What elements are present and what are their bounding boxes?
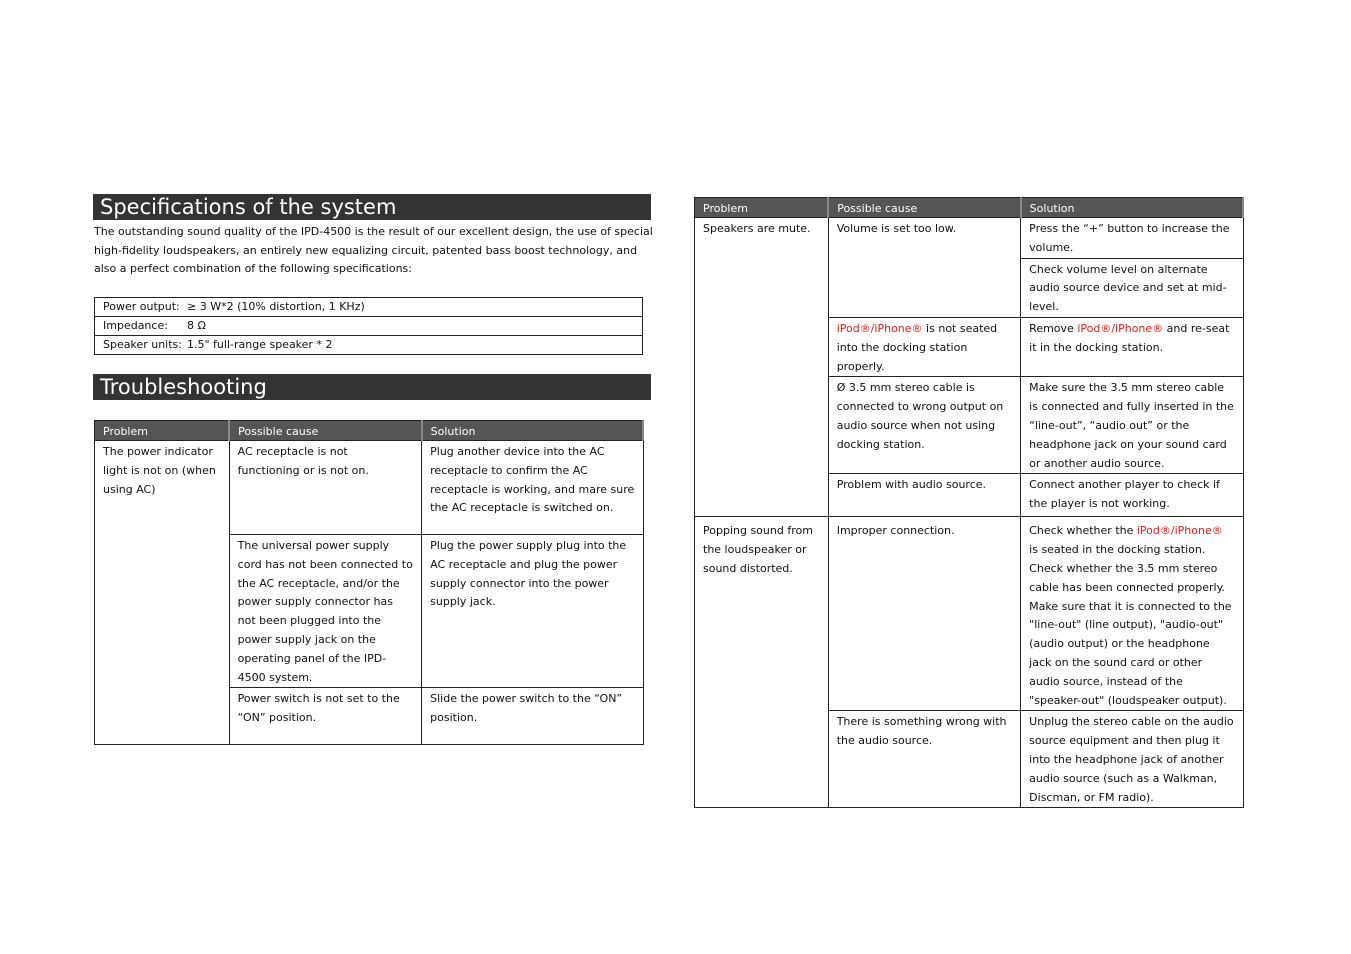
spec-row <box>95 298 643 317</box>
solution-text: and re-seat it in the docking station. <box>1029 321 1230 354</box>
problem-cell: The power indicator light is not on (when using AC) <box>95 441 230 745</box>
cause-cell: Improper connection. <box>828 517 1020 711</box>
troubleshooting-table-2 <box>694 197 1244 808</box>
header-cause: Possible cause <box>229 421 421 441</box>
header-cause: Possible cause <box>828 198 1020 218</box>
solution-cell: Slide the power switch to the “ON” position. <box>422 688 643 745</box>
table-row <box>95 441 644 535</box>
spec-intro-text: The outstanding sound quality of the IPD-4500 is the result of our excellent design, the use of special high-fidelity loudspeakers, an entirely new equalizing circuit, patented bass boost technology, and also a perfect combination of the following specifications: <box>94 225 653 276</box>
cause-cell: There is something wrong with the audio source. <box>828 711 1020 808</box>
solution-cell: Press the “+” button to increase the volume. <box>1021 218 1243 259</box>
solution-cell: Plug the power supply plug into the AC receptacle and plug the power supply connector into the power supply jack. <box>422 535 643 688</box>
problem-cell: Speakers are mute. <box>695 218 829 517</box>
brand-name: iPod®/iPhone® <box>1077 321 1164 335</box>
solution-cell: Plug another device into the AC receptacle to confirm the AC receptacle is working, and mare sure the AC receptacle is switched on. <box>422 441 643 535</box>
spec-value: ≥ 3 W*2 (10% distortion, 1 KHz) <box>187 300 365 313</box>
spec-label: Impedance: <box>103 319 168 332</box>
solution-cell: Make sure the 3.5 mm stereo cable is connected and fully inserted in the “line-out”, “audio out” or the headphone jack on your sound card or another audio source. <box>1021 377 1243 474</box>
cause-cell: The universal power supply cord has not been connected to the AC receptacle, and/or the power supply connector has not been plugged into the power supply jack on the operating panel of the IPD-4500 system. <box>229 535 421 688</box>
cause-cell: Volume is set too low. <box>828 218 1020 318</box>
spec-label: Speaker units: <box>103 338 182 351</box>
header-problem: Problem <box>695 198 829 218</box>
solution-cell: Connect another player to check if the player is not working. <box>1021 474 1243 517</box>
solution-text: Remove <box>1029 321 1078 335</box>
solution-cell <box>1021 317 1243 376</box>
brand-name: iPod®/iPhone® <box>836 321 923 335</box>
table-header-row <box>95 421 644 441</box>
cause-cell: AC receptacle is not functioning or is not on. <box>229 441 421 535</box>
cause-cell: Problem with audio source. <box>828 474 1020 517</box>
troubleshooting-table-1 <box>94 420 644 745</box>
problem-cell: Popping sound from the loudspeaker or sound distorted. <box>695 517 829 808</box>
header-problem: Problem <box>95 421 230 441</box>
cause-cell <box>828 317 1020 376</box>
spec-label: Power output: <box>103 300 180 313</box>
cause-text: is not seated into the docking station properly. <box>836 321 998 373</box>
header-solution: Solution <box>422 421 643 441</box>
brand-name: iPod®/iPhone® <box>1136 524 1223 538</box>
spec-section-title: Specifications of the system <box>93 194 651 220</box>
solution-cell: Check volume level on alternate audio source device and set at mid-level. <box>1021 258 1243 317</box>
table-header-row <box>695 198 1244 218</box>
table-row <box>695 517 1244 711</box>
table-row <box>695 218 1244 259</box>
spec-value: 8 Ω <box>187 319 206 332</box>
spec-row <box>95 336 643 355</box>
solution-text: Check whether the <box>1029 524 1137 538</box>
spec-row <box>95 317 643 336</box>
solution-cell: Unplug the stereo cable on the audio source equipment and then plug it into the headphone jack of another audio source (such as a Walkman, Discman, or FM radio). <box>1021 711 1243 808</box>
solution-text: is seated in the docking station. Check whether the 3.5 mm stereo cable has been connected properly. Make sure that it is connected to the "line-out" (line output), "audio-out" (audio output) or the headphone jack on the sound card or other audio source, instead of the "speaker-out" (loudspeaker output). <box>1029 543 1232 707</box>
solution-cell <box>1021 517 1243 711</box>
cause-cell: Power switch is not set to the “ON” position. <box>229 688 421 745</box>
cause-cell: Ø 3.5 mm stereo cable is connected to wrong output on audio source when not using docking station. <box>828 377 1020 474</box>
header-solution: Solution <box>1021 198 1243 218</box>
spec-value: 1.5" full-range speaker * 2 <box>187 338 333 351</box>
troubleshooting-title: Troubleshooting <box>93 374 651 400</box>
spec-table <box>94 297 643 355</box>
